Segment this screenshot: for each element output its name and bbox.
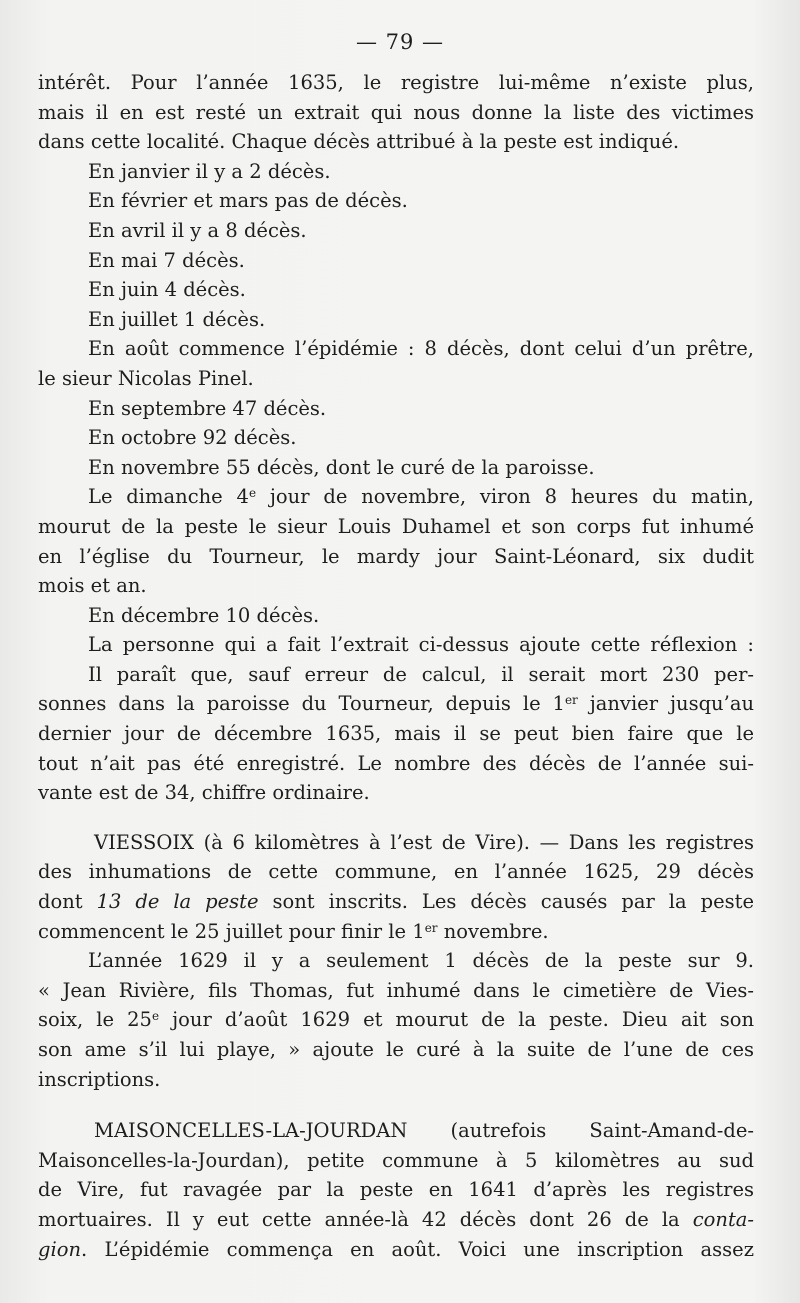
list-item: En décembre 10 décès. — [88, 603, 320, 627]
text-line: des inhumations de cette commune, en l’année 1625, 29 décès — [38, 860, 754, 884]
text-line: MAISONCELLES-LA-JOURDAN (autrefois Saint-Amand-de- — [94, 1119, 754, 1143]
text-line: le sieur Nicolas Pinel. — [38, 366, 254, 390]
text-segment: dont — [38, 890, 97, 914]
list-item: En août commence l’épidémie : 8 décès, dont celui d’un prêtre, — [88, 337, 754, 361]
text-line: « Jean Rivière, fils Thomas, fut inhumé dans le cimetière de Vies- — [38, 978, 754, 1002]
text-segment: jour d’août 1629 et mourut de la peste. Dieu ait son — [159, 1008, 755, 1032]
text-line: mourut de la peste le sieur Louis Duhamel et son corps fut inhumé — [38, 514, 754, 538]
text-segment: commencent le 25 juillet pour finir le 1 — [38, 919, 425, 943]
text-line — [38, 1205, 754, 1235]
text-line: en l’église du Tourneur, le mardy jour Saint-Léonard, six dudit — [38, 544, 754, 568]
list-item: En juillet 1 décès. — [88, 307, 266, 331]
text-line — [38, 1005, 754, 1035]
text-line: mais il en est resté un extrait qui nous donne la liste des victimes — [38, 100, 754, 124]
superscript: er — [564, 693, 578, 708]
text-line: dernier jour de décembre 1635, mais il se peut bien faire que le — [38, 722, 754, 746]
text-segment: Le dimanche 4 — [88, 485, 249, 509]
text-line — [38, 887, 754, 917]
text-line: vante est de 34, chiffre ordinaire. — [38, 781, 370, 805]
italic-text: conta- — [692, 1207, 754, 1231]
text-line — [38, 917, 754, 947]
text-line: VIESSOIX (à 6 kilomètres à l’est de Vire). — Dans les registres — [94, 830, 754, 854]
paragraph-gap — [38, 1094, 754, 1116]
text-segment: sonnes dans la paroisse du Tourneur, depuis le 1 — [38, 692, 565, 716]
text-line: de Vire, fut ravagée par la peste en 1641 d’après les registres — [38, 1178, 754, 1202]
text-line — [38, 482, 754, 512]
text-line: mois et an. — [38, 574, 147, 598]
list-item: En février et mars pas de décès. — [88, 189, 408, 213]
text-segment: mortuaires. Il y eut cette année-là 42 décès dont 26 de la — [38, 1207, 693, 1231]
text-line: Il paraît que, sauf erreur de calcul, il serait mort 230 per- — [88, 662, 754, 686]
list-item: En juin 4 décès. — [88, 278, 246, 302]
italic-text: 13 de la peste — [96, 890, 259, 914]
text-line: L’année 1629 il y a seulement 1 décès de la peste sur 9. — [88, 949, 754, 973]
text-segment: sont inscrits. Les décès causés par la peste — [258, 890, 754, 914]
text-line: tout n’ait pas été enregistré. Le nombre des décès de l’année sui- — [38, 751, 754, 775]
text-line — [38, 1235, 754, 1265]
italic-text: gion — [38, 1237, 82, 1261]
list-item: En avril il y a 8 décès. — [88, 218, 307, 242]
body-text — [38, 68, 754, 1264]
list-item: En octobre 92 décès. — [88, 426, 297, 450]
page-number: — 79 — — [355, 30, 445, 54]
text-line — [38, 689, 754, 719]
superscript: e — [151, 1009, 160, 1024]
list-item: En mai 7 décès. — [88, 248, 245, 272]
list-item: En septembre 47 décès. — [88, 396, 327, 420]
superscript: e — [248, 486, 257, 501]
text-segment: janvier jusqu’au — [577, 692, 754, 716]
list-item: En janvier il y a 2 décès. — [88, 159, 331, 183]
text-line: inscriptions. — [38, 1067, 161, 1091]
superscript: er — [424, 920, 438, 935]
text-line: La personne qui a fait l’extrait ci-dessus ajoute cette réflexion : — [88, 633, 754, 657]
text-segment: . L’épidémie commença en août. Voici une inscription assez — [81, 1237, 754, 1261]
text-line: son ame s’il lui playe, » ajoute le curé à la suite de l’une de ces — [38, 1038, 754, 1061]
paragraph-gap — [38, 808, 754, 828]
text-line: dans cette localité. Chaque décès attribué à la peste est indiqué. — [38, 130, 680, 154]
list-item: En novembre 55 décès, dont le curé de la paroisse. — [88, 455, 595, 479]
text-line: Maisoncelles-la-Jourdan), petite commune à 5 kilomètres au sud — [38, 1148, 754, 1172]
text-segment: soix, le 25 — [38, 1008, 152, 1032]
text-line: intérêt. Pour l’année 1635, le registre lui-même n’existe plus, — [38, 71, 754, 94]
text-segment: jour de novembre, viron 8 heures du matin, — [256, 485, 754, 509]
text-segment: novembre. — [437, 919, 549, 943]
